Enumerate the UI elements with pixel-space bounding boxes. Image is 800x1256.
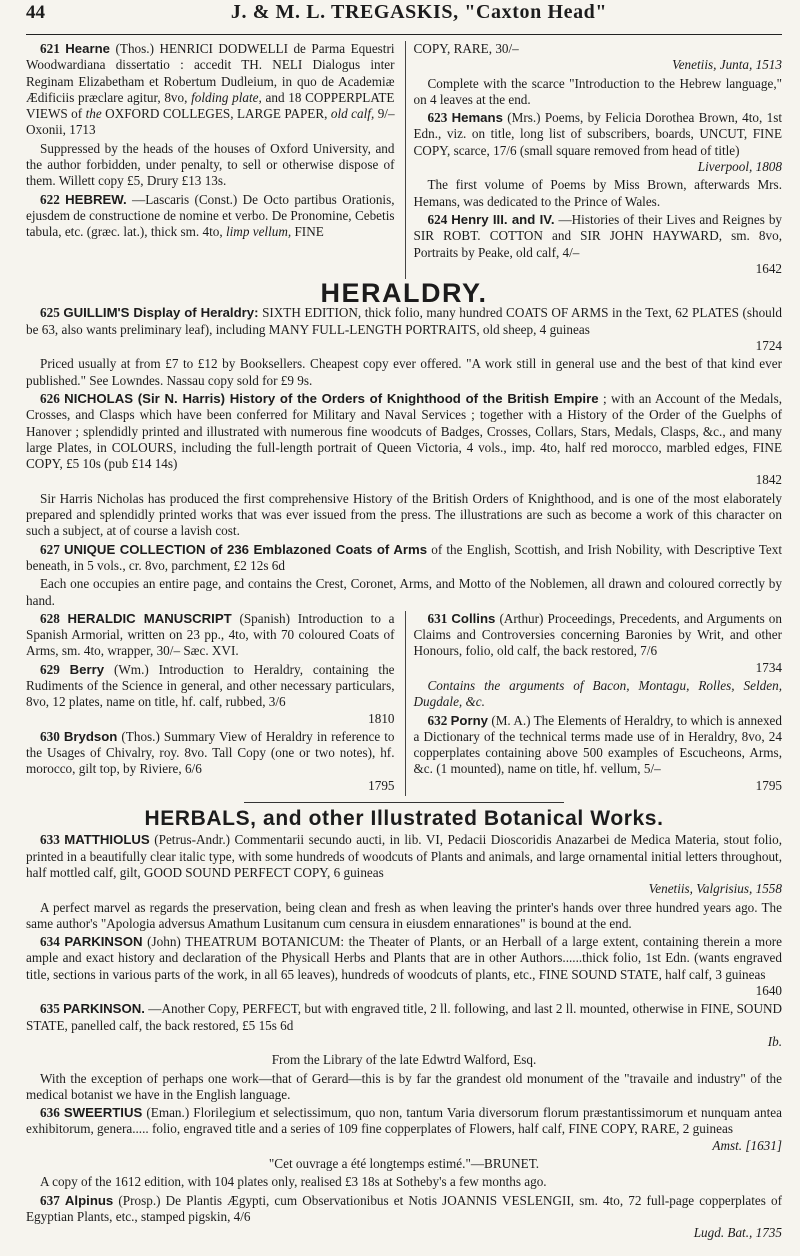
entry-635-note: With the exception of perhaps one work—that of Gerard—this is by far the grandest old monument of the "travaile and industry" of the medical botanist we have in the English language. xyxy=(26,1070,782,1102)
top-columns xyxy=(26,41,782,279)
entry-624: 624 Henry III. and IV. —Histories of their Lives and Reignes by SIR ROBT. COTTON and SIR JOHN HAYWARD, sm. 8vo, Portraits by Peake, old calf, 4/– 1642 xyxy=(413,211,783,276)
mid-columns xyxy=(26,611,782,796)
entry-622-cont: COPY, RARE, 30/– Venetiis, Junta, 1513 xyxy=(413,41,782,73)
top-right-column xyxy=(405,41,783,279)
entry-622: 622 HEBREW. —Lascaris (Const.) De Octo partibus Orationis, ejusdem de constructione de nomine et verbo. De Pronomine, Cebetis tabula, etc. (græc. lat.), thick sm. 4to, limp vellum, FINE xyxy=(26,191,395,240)
running-title: J. & M. L. TREGASKIS, "Caxton Head" xyxy=(230,1,608,23)
entry-623: 623 Hemans (Mrs.) Poems, by Felicia Dorothea Brown, 4to, 1st Edn., viz. on title, long list of subscribers, boards, UNCUT, FINE COPY, scarce, 17/6 (small square removed from head of title) Liverpool, 1808 xyxy=(413,110,783,175)
entry-636-note: A copy of the 1612 edition, with 104 plates only, realised £3 18s at Sotheby's a few months ago. xyxy=(40,1174,547,1190)
entry-637: 637 Alpinus (Prosp.) De Plantis Ægypti, cum Observationibus et Notis JOANNIS VESLENGII, sm. 4to, 72 full-page copperplates of Egyptian Plants, etc., stamped pigskin, 4/6 Lugd. Bat., 1735 xyxy=(26,1192,783,1241)
entry-623-note: The first volume of Poems by Miss Brown, afterwards Mrs. Hemans, was dedicated to the Prince of Wales. xyxy=(413,177,782,209)
entry-628: 628 HERALDIC MANUSCRIPT (Spanish) Introduction to a Spanish Armorial, written on 23 pp., 4to, with 70 coloured Coats of Arms, sm. 4to, wrapper, 30/– Sæc. XVI. xyxy=(26,610,395,659)
entry-626-note: Sir Harris Nicholas has produced the first comprehensive History of the British Orders of Knighthood, and is one of the most elaborately prepared and splendidly printed works that was ever issued from the press. The illustrations are such as become a work of this character on such a subject, at of course a lavish cost. xyxy=(26,490,782,539)
entry-631: 631 Collins (Arthur) Proceedings, Precedents, and Arguments on Claims and Controversies concerning Baronies by Writ, and other Honours, folio, old calf, the back restored, 7/6 1734 xyxy=(413,610,782,675)
top-left-column xyxy=(26,41,395,279)
entry-625: 625 GUILLIM'S Display of Heraldry: SIXTH EDITION, thick folio, many hundred COATS OF ARMS in the Text, 62 PLATES (should be 63, also wants preliminary leaf), including MANY FULL-LENGTH PORTRAITS, old sheep, 4 guineas 1724 xyxy=(26,305,783,354)
section-divider xyxy=(244,802,564,803)
entry-636: 636 SWEERTIUS (Eman.) Florilegium et selectissimum, quo non, tantum Varia diversorum florum præstantissimorum et nunquam antea exhibitorum, genera..... folio, engraved title and a series of 109 fine copperplates of Flowers, half calf, FINE COPY, RARE, 2 guineas Amst. [1631] xyxy=(26,1105,783,1153)
entry-634: 634 PARKINSON (John) THEATRUM BOTANICUM: the Theater of Plants, or an Herball of a large extent, containing therein a more ample and exact history and declaration of the Physicall Herbs and Plants that are in other Authors......thick folio, 1st Edn. (wants engraved title, sections in various parts of the work, in all 65 leaves), hundreds of woodcuts of plants, etc., FINE SOUND STATE, half calf, 3 guineas 1640 xyxy=(26,934,783,999)
entry-631-note: Contains the arguments of Bacon, Montagu, Rolles, Selden, Dugdale, &c. xyxy=(413,677,782,710)
entry-636-quote: "Cet ouvrage a été longtemps estimé."—BRUNET. xyxy=(268,1156,540,1171)
entry-625-note: Priced usually at from £7 to £12 by Booksellers. Cheapest copy ever offered. "A work still in general use and the best of that kind ever published." See Lowndes. Nassau copy sold for £9 9s. xyxy=(26,356,782,388)
page-header xyxy=(26,1,782,35)
entry-627: 627 UNIQUE COLLECTION of 236 Emblazoned Coats of Arms of the English, Scottish, and Irish Nobility, with Descriptive Text beneath, in 5 vols., cr. 8vo, parchment, £2 12s 6d xyxy=(26,541,783,573)
entry-630: 630 Brydson (Thos.) Summary View of Heraldry in reference to the Usages of Chivalry, roy. 8vo. Tall Copy (one or two notes), hf. morocco, gilt top, by Riviere, 6/6 1795 xyxy=(26,728,395,793)
page-number: 44 xyxy=(26,2,45,23)
section-heading-heraldry: HERALDRY. xyxy=(320,278,488,309)
mid-right-column xyxy=(405,611,783,796)
section-heading-herbals: HERBALS, and other Illustrated Botanical Works. xyxy=(144,807,664,831)
entry-633-note: A perfect marvel as regards the preservation, being clean and fresh as when leaving the printer's hands over three hundred years ago. The same author's "Apologia adversus Amathum Lusitanum cum censura in eiusdem ennarationes" is bound at the end. xyxy=(26,899,782,931)
entry-633: 633 MATTHIOLUS (Petrus-Andr.) Commentarii secundo aucti, in lib. VI, Pedacii Dioscoridis Anazarbei de Medica Materia, stout folio, printed in a beautifully clear italic type, with some hundreds of woodcuts of Plants and animals, and large ornamental initial letters throughout, half mottled calf, gilt, GOOD SOUND PERFECT COPY, 6 guineas Venetiis, Valgrisius, 1558 xyxy=(26,832,783,897)
entry-626: 626 NICHOLAS (Sir N. Harris) History of the Orders of Knighthood of the British Empire ; with an Account of the Medals, Crosses, and Clasps which have been conferred for Military and Naval Services ; together with a History of the Order of the Guelphs of Hanover ; splendidly printed and illustrated with numerous fine woodcuts of Badges, Crosses, Collars, Stars, Medals, Clasps, &c., and many large Plates, in COLOURS, including the full-length portrait of Queen Victoria, 4 vols., imp. 4to, half red morocco, marbled edges, FINE COPY, £5 10s (pub £14 14s) 1842 xyxy=(26,390,782,488)
entry-635: 635 PARKINSON. —Another Copy, PERFECT, but with engraved title, 2 ll. following, and last 2 ll. mounted, otherwise in FINE, SOUND STATE, panelled calf, the back restored, £5 15s 6d Ib. xyxy=(26,1001,783,1049)
entry-627-note: Each one occupies an entire page, and contains the Crest, Coronet, Arms, and Motto of the Noblemen, all drawn and coloured correctly by hand. xyxy=(26,576,782,608)
mid-left-column xyxy=(26,611,395,796)
entry-635-provenance: From the Library of the late Edwtrd Walford, Esq. xyxy=(271,1052,537,1068)
entry-629: 629 Berry (Wm.) Introduction to Heraldry, containing the Rudiments of the Science in general, and other necessary particulars, 8vo, 12 plates, name on title, hf. calf, rubbed, 3/6 1810 xyxy=(26,661,395,726)
entry-622-note: Complete with the scarce "Introduction to the Hebrew language," on 4 leaves at the end. xyxy=(413,75,782,107)
entry-621-note: Suppressed by the heads of the houses of Oxford University, and the author forbidden, under penalty, to sell or otherwise dispose of them. Willett copy £5, Drury £13 13s. xyxy=(26,140,395,189)
entry-632: 632 Porny (M. A.) The Elements of Heraldry, to which is annexed a Dictionary of the technical terms made use of in Heraldry, 8vo, 24 copperplates containing above 500 examples of Escucheons, Arms, &c. (1 mounted), name on title, hf. vellum, 5/– 1795 xyxy=(413,712,782,793)
entry-621: 621 Hearne (Thos.) HENRICI DODWELLI de Parma Equestri Woodwardiana dissertatio : accedit TH. NELI Dialogus inter Reginam Elizabetham et Robertum Dudleium, in quo de Academiæ Ædificiis præclare agitur, 8vo, folding plate, and 18 COPPERPLATE VIEWS of the OXFORD COLLEGES, LARGE PAPER, old calf, 9/– Oxonii, 1713 xyxy=(26,41,395,138)
